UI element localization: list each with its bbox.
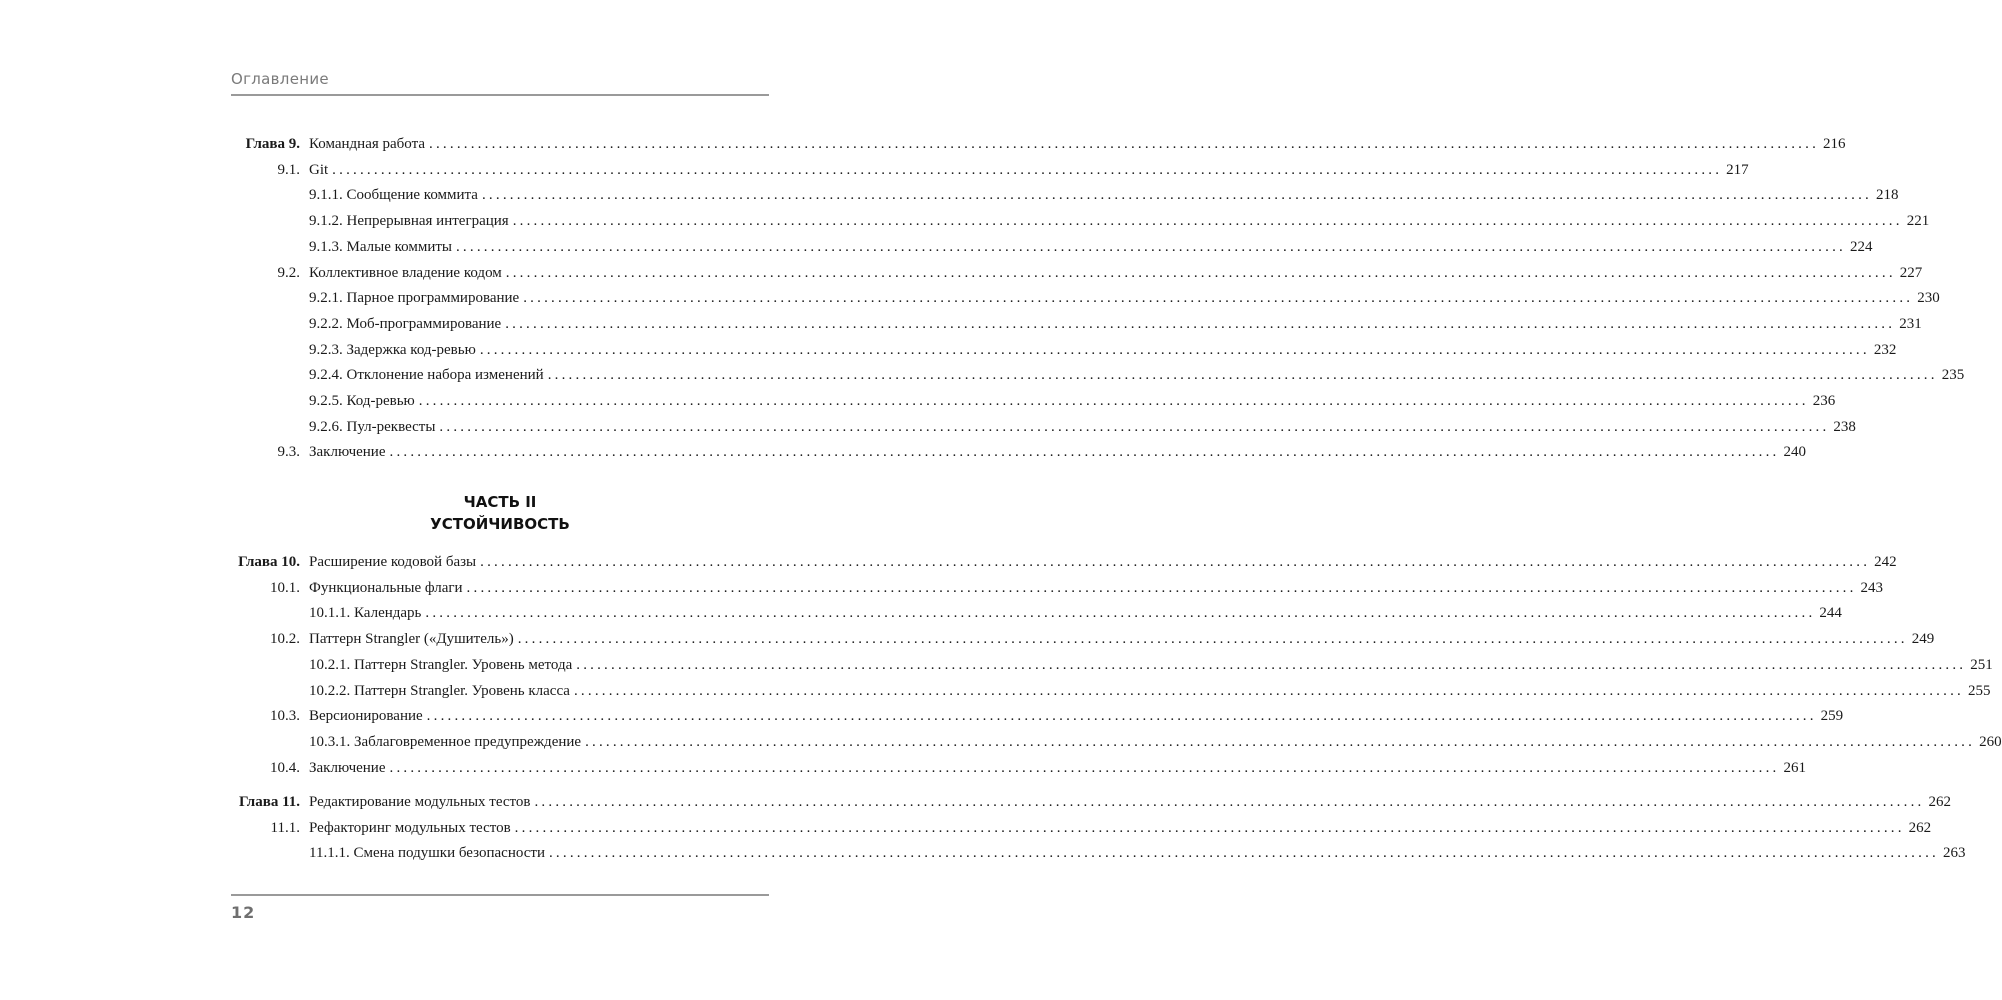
toc-entry xyxy=(0,791,1951,813)
toc-entry-page: 230 xyxy=(1917,290,1940,307)
toc-entry xyxy=(0,577,1884,599)
toc-entry-title: 10.1.1. Календарь xyxy=(309,602,425,624)
toc-entry-number: Глава 9. xyxy=(245,136,300,152)
toc-entry-page: 262 xyxy=(1928,794,1951,810)
header-rule xyxy=(231,94,769,96)
toc-entry xyxy=(0,159,1749,181)
toc-entry-page: 224 xyxy=(1849,238,1873,255)
part-heading-line-2: УСТОЙЧИВОСТЬ xyxy=(430,515,570,533)
toc-leader-dots: ........................................................................................................................................................................................................ xyxy=(523,290,1914,307)
toc-entry xyxy=(0,416,1856,438)
toc-entry-page: 263 xyxy=(1942,845,1966,862)
toc-leader-dots: ........................................................................................................................................................................................................ xyxy=(479,341,1870,358)
toc-entry-title: Заключение xyxy=(309,441,390,463)
toc-entry-title: 9.2.1. Парное программирование xyxy=(309,287,523,309)
toc-entry-title: 10.3.1. Заблаговременное предупреждение xyxy=(309,731,585,753)
toc-entry-number: 10.4. xyxy=(270,759,300,776)
part-heading-line-1: ЧАСТЬ II xyxy=(463,493,537,511)
toc-entry-page: 255 xyxy=(1967,682,1991,699)
toc-leader-dots: ........................................................................................................................................................................................................ xyxy=(547,367,1938,384)
toc-entry xyxy=(0,441,1806,463)
toc-entry-page: 244 xyxy=(1819,605,1842,622)
toc-leader-dots: ........................................................................................................................................................................................................ xyxy=(534,794,1925,810)
toc-entry xyxy=(0,364,1965,386)
toc-entry-number: Глава 10. xyxy=(238,554,300,570)
toc-entry-title: 9.1.1. Сообщение коммита xyxy=(309,184,482,206)
footer-rule xyxy=(231,894,769,896)
toc-entry-page: 262 xyxy=(1908,819,1932,836)
toc-entry-page: 231 xyxy=(1899,315,1922,332)
running-head: Оглавление xyxy=(231,70,329,88)
toc-entry-title: Рефакторинг модульных тестов xyxy=(309,817,515,839)
toc-entry-title: Функциональные флаги xyxy=(309,577,467,599)
toc-leader-dots: ........................................................................................................................................................................................................ xyxy=(389,444,1780,461)
toc-leader-dots: ........................................................................................................................................................................................................ xyxy=(426,708,1817,725)
toc-entry-title: Командная работа xyxy=(309,133,429,155)
toc-leader-dots: ........................................................................................................................................................................................................ xyxy=(514,819,1905,836)
toc-leader-dots: ........................................................................................................................................................................................................ xyxy=(585,733,1976,750)
toc-entry xyxy=(0,757,1806,779)
toc-entry xyxy=(0,390,1836,412)
toc-entry-page: 243 xyxy=(1860,579,1884,596)
toc-leader-dots: ........................................................................................................................................................................................................ xyxy=(425,605,1816,622)
toc-leader-dots: ........................................................................................................................................................................................................ xyxy=(439,418,1830,435)
toc-entry-page: 238 xyxy=(1833,418,1856,435)
toc-entry xyxy=(0,731,2002,753)
toc-entry-number: 9.3. xyxy=(277,444,300,461)
toc-entry-title: Git xyxy=(309,159,332,181)
toc-entry-page: 259 xyxy=(1820,708,1844,725)
toc-entry-number: Глава 11. xyxy=(238,794,300,810)
toc-entry-page: 236 xyxy=(1812,393,1836,409)
toc-entry xyxy=(0,680,1991,702)
toc-entry xyxy=(0,551,1897,573)
toc-entry-title: Паттерн Strangler («Душитель») xyxy=(309,628,518,650)
toc-entry-page: 232 xyxy=(1873,341,1897,358)
toc-entry-page: 240 xyxy=(1783,444,1806,461)
toc-entry xyxy=(0,628,1935,650)
toc-entry-title: Редактирование модульных тестов xyxy=(309,791,534,813)
page-number: 12 xyxy=(231,903,256,922)
toc-leader-dots: ........................................................................................................................................................................................................ xyxy=(481,187,1872,204)
toc-leader-dots: ........................................................................................................................................................................................................ xyxy=(418,393,1809,409)
toc-entry xyxy=(0,817,1932,839)
toc-entry-title: 9.1.3. Малые коммиты xyxy=(309,236,456,258)
toc-leader-dots: ........................................................................................................................................................................................................ xyxy=(517,631,1908,648)
toc-entry-page: 235 xyxy=(1941,367,1965,384)
toc-entry-number: 10.3. xyxy=(270,708,300,725)
toc-entry-title: 9.2.3. Задержка код-ревью xyxy=(309,339,480,361)
toc-entry-page: 217 xyxy=(1726,161,1749,178)
toc-entry-page: 218 xyxy=(1875,187,1899,204)
toc-entry xyxy=(0,705,1844,727)
toc-entry-page: 249 xyxy=(1911,631,1935,648)
toc-leader-dots: ........................................................................................................................................................................................................ xyxy=(466,579,1857,596)
toc-entry-page: 242 xyxy=(1874,554,1897,570)
toc-entry xyxy=(0,133,1846,155)
toc-leader-dots: ........................................................................................................................................................................................................ xyxy=(505,264,1896,281)
toc-leader-dots: ........................................................................................................................................................................................................ xyxy=(429,136,1820,152)
toc-entry-title: 9.2.5. Код-ревью xyxy=(309,390,419,412)
toc-entry xyxy=(0,842,1966,864)
toc-entry-title: Коллективное владение кодом xyxy=(309,262,506,284)
toc-entry-title: 11.1.1. Смена подушки безопасности xyxy=(309,842,549,864)
toc-entry-number: 11.1. xyxy=(270,819,300,836)
toc-entry xyxy=(0,236,1873,258)
toc-entry xyxy=(0,262,1923,284)
toc-leader-dots: ........................................................................................................................................................................................................ xyxy=(576,656,1967,673)
toc-entry-number: 10.2. xyxy=(270,631,300,648)
toc-entry-number: 9.2. xyxy=(277,264,300,281)
toc-leader-dots: ........................................................................................................................................................................................................ xyxy=(455,238,1846,255)
toc-entry xyxy=(0,184,1899,206)
toc-entry-title: Расширение кодовой базы xyxy=(309,551,480,573)
toc-entry xyxy=(0,654,1993,676)
toc-entry xyxy=(0,602,1842,624)
toc-entry-page: 261 xyxy=(1783,759,1806,776)
toc-leader-dots: ........................................................................................................................................................................................................ xyxy=(332,161,1723,178)
toc-leader-dots: ........................................................................................................................................................................................................ xyxy=(480,554,1871,570)
toc-entry-page: 251 xyxy=(1970,656,1993,673)
toc-entry-page: 227 xyxy=(1899,264,1923,281)
toc-entry-page: 221 xyxy=(1906,213,1930,230)
toc-entry-number: 10.1. xyxy=(270,579,300,596)
toc-leader-dots: ........................................................................................................................................................................................................ xyxy=(505,315,1896,332)
toc-entry xyxy=(0,287,1940,309)
toc-leader-dots: ........................................................................................................................................................................................................ xyxy=(548,845,1939,862)
toc-entry-page: 260 xyxy=(1979,733,2002,750)
toc-leader-dots: ........................................................................................................................................................................................................ xyxy=(512,213,1903,230)
toc-entry-title: 10.2.1. Паттерн Strangler. Уровень метода xyxy=(309,654,576,676)
toc-entry-number: 9.1. xyxy=(277,161,300,178)
toc-entry-title: Версионирование xyxy=(309,705,427,727)
toc-leader-dots: ........................................................................................................................................................................................................ xyxy=(573,682,1964,699)
toc-entry xyxy=(0,210,1930,232)
toc-entry-title: 9.2.4. Отклонение набора изменений xyxy=(309,364,548,386)
toc-entry xyxy=(0,339,1897,361)
toc-entry xyxy=(0,313,1922,335)
toc-entry-title: 10.2.2. Паттерн Strangler. Уровень класса xyxy=(309,680,574,702)
toc-entry-title: 9.1.2. Непрерывная интеграция xyxy=(309,210,513,232)
toc-entry-title: 9.2.2. Моб-программирование xyxy=(309,313,505,335)
toc-entry-title: 9.2.6. Пул-реквесты xyxy=(309,416,439,438)
toc-entry-title: Заключение xyxy=(309,757,390,779)
toc-leader-dots: ........................................................................................................................................................................................................ xyxy=(389,759,1780,776)
toc-entry-page: 216 xyxy=(1823,136,1846,152)
